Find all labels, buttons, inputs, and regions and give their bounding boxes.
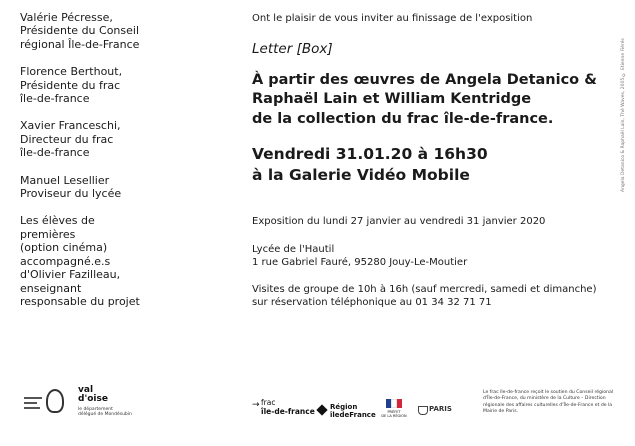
host-line: île-de-france bbox=[20, 146, 90, 160]
venue-address: 1 rue Gabriel Fauré, 95280 Jouy-Le-Moutier bbox=[252, 257, 468, 269]
host-line: Présidente du Conseil bbox=[20, 24, 140, 38]
region-logo-line: Région bbox=[330, 403, 358, 411]
host-pecresse bbox=[20, 11, 205, 51]
students-line: premières bbox=[20, 227, 76, 241]
exhibition-headline bbox=[252, 71, 597, 129]
valdoise-mark-line: d'oise bbox=[78, 394, 108, 404]
host-line: Florence Berthout, bbox=[20, 65, 123, 79]
headline-line: À partir des œuvres de Angela Detanico & bbox=[252, 72, 597, 88]
host-line: Directeur du frac bbox=[20, 132, 114, 146]
host-franceschi bbox=[20, 119, 205, 159]
event-date-block bbox=[252, 144, 597, 186]
region-logo-line: îledeFrance bbox=[330, 411, 376, 419]
students-block bbox=[20, 214, 205, 308]
host-line: Manuel Lesellier bbox=[20, 173, 110, 187]
host-line: Proviseur du lycée bbox=[20, 187, 122, 201]
host-line: régional Île-de-France bbox=[20, 37, 140, 51]
valdoise-logo bbox=[78, 386, 144, 426]
intro-text: Ont le plaisir de vous inviter au finissage de l'exposition bbox=[252, 13, 533, 24]
frac-logo-word: frac bbox=[261, 398, 276, 407]
valdoise-sub-line: délégué de Mondésubin bbox=[78, 412, 132, 417]
frac-logo-region: île-de-france bbox=[261, 407, 315, 416]
headline-line: de la collection du frac île-de-france. bbox=[252, 110, 554, 127]
headline-line: Raphaël Lain et William Kentridge bbox=[252, 91, 532, 108]
prefet-caption bbox=[380, 410, 408, 418]
visits-block bbox=[252, 283, 597, 310]
photo-credit: Angela Detanico & Raphaël Lain, Thé Waves, 2005 © Etienne Fiérés bbox=[621, 38, 626, 192]
lycee-logo-lines bbox=[24, 397, 42, 412]
invitation-body bbox=[252, 12, 597, 310]
ship-icon bbox=[418, 406, 428, 415]
french-flag-icon bbox=[386, 399, 402, 408]
valdoise-mark bbox=[78, 386, 144, 404]
prefet-caption-line: DE LA RÉGION bbox=[381, 414, 407, 418]
host-line: Présidente du frac bbox=[20, 78, 121, 92]
students-line: enseignant bbox=[20, 281, 82, 295]
hosts-column bbox=[20, 11, 205, 308]
lycee-emblem-icon bbox=[46, 389, 64, 413]
students-line: d'Olivier Fazilleau, bbox=[20, 268, 121, 282]
lycee-logo bbox=[24, 383, 64, 427]
venue-name: Lycée de l'Hautil bbox=[252, 243, 335, 255]
host-line: Valérie Pécresse, bbox=[20, 11, 113, 24]
valdoise-sub-line: le département bbox=[78, 407, 113, 412]
region-logo-text bbox=[330, 403, 376, 419]
valdoise-mark-line: val bbox=[78, 385, 94, 395]
host-lesellier bbox=[20, 174, 205, 201]
venue-block bbox=[252, 243, 597, 270]
host-berthout bbox=[20, 65, 205, 105]
exhibition-title: Letter [Box] bbox=[252, 41, 333, 57]
prefet-logo bbox=[380, 399, 408, 425]
paris-logo-word: PARIS bbox=[429, 405, 452, 413]
students-line: responsable du projet bbox=[20, 294, 140, 308]
host-line: Xavier Franceschi, bbox=[20, 119, 121, 133]
host-line: île-de-france bbox=[20, 92, 90, 106]
region-bird-icon bbox=[316, 404, 327, 415]
valdoise-sub bbox=[78, 407, 144, 417]
frac-logo bbox=[252, 399, 316, 425]
paris-logo bbox=[418, 403, 452, 421]
students-line: accompagné.e.s bbox=[20, 254, 111, 268]
event-date: Vendredi 31.01.20 à 16h30 bbox=[252, 145, 488, 164]
flag-stripe bbox=[397, 399, 402, 408]
exhibition-dates: Exposition du lundi 27 janvier au vendredi 31 janvier 2020 bbox=[252, 216, 546, 228]
funding-note: Le frac île-de-france reçoit le soutien du Conseil régional d'Île-de-France, du ministère de la Culture – Direction régionale des affaires culturelles d'Île-de-France et de la Mairie de Paris. bbox=[483, 390, 614, 415]
region-logo bbox=[318, 402, 376, 422]
arrow-icon: → bbox=[252, 400, 260, 410]
visits-hours: Visites de groupe de 10h à 16h (sauf mercredi, samedi et dimanche) bbox=[252, 283, 597, 295]
students-line: (option cinéma) bbox=[20, 241, 108, 255]
visits-phone: sur réservation téléphonique au 01 34 32 71 71 bbox=[252, 297, 492, 309]
prefet-caption-line: PRÉFET bbox=[387, 410, 401, 414]
event-place: à la Galerie Vidéo Mobile bbox=[252, 166, 470, 185]
students-line: Les élèves de bbox=[20, 214, 95, 228]
